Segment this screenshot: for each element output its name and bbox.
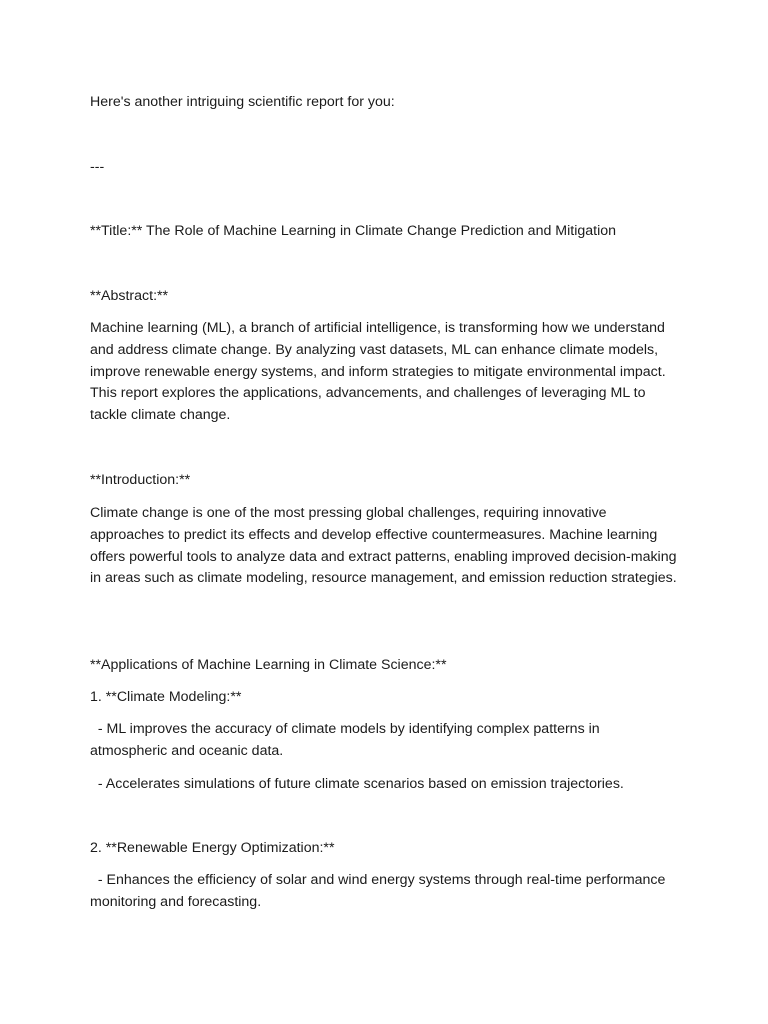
intro-line: Here's another intriguing scientific report for you: <box>90 94 395 110</box>
applications-heading: **Applications of Machine Learning in Climate Science:** <box>90 657 447 673</box>
item2-bullet1: - Enhances the efficiency of solar and wind energy systems through real-time performance monitoring and forecasting. <box>90 872 670 910</box>
item2-heading: 2. **Renewable Energy Optimization:** <box>90 840 335 856</box>
separator-line: --- <box>90 159 105 175</box>
abstract-paragraph: Machine learning (ML), a branch of artificial intelligence, is transforming how we understand and address climate change. By analyzing vast datasets, ML can enhance climate models, improve renewable energy systems, and inform strategies to mitigate environmental impact. This report explores the applications, advancements, and challenges of leveraging ML to tackle climate change. <box>90 320 666 424</box>
introduction-heading: **Introduction:** <box>90 472 191 488</box>
title-line: **Title:** The Role of Machine Learning in Climate Change Prediction and Mitigation <box>90 223 617 239</box>
item1-heading: 1. **Climate Modeling:** <box>90 689 242 705</box>
abstract-heading: **Abstract:** <box>90 288 169 304</box>
item1-bullet1: - ML improves the accuracy of climate models by identifying complex patterns in atmospheric and oceanic data. <box>90 721 604 759</box>
item1-bullet2: - Accelerates simulations of future climate scenarios based on emission trajectories. <box>90 776 624 792</box>
introduction-paragraph: Climate change is one of the most pressing global challenges, requiring innovative approaches to predict its effects and develop effective countermeasures. Machine learning offers powerful tools to analyze data and extract patterns, enabling improved decision-making in areas such as climate modeling, resource management, and emission reduction strategies. <box>90 505 677 587</box>
